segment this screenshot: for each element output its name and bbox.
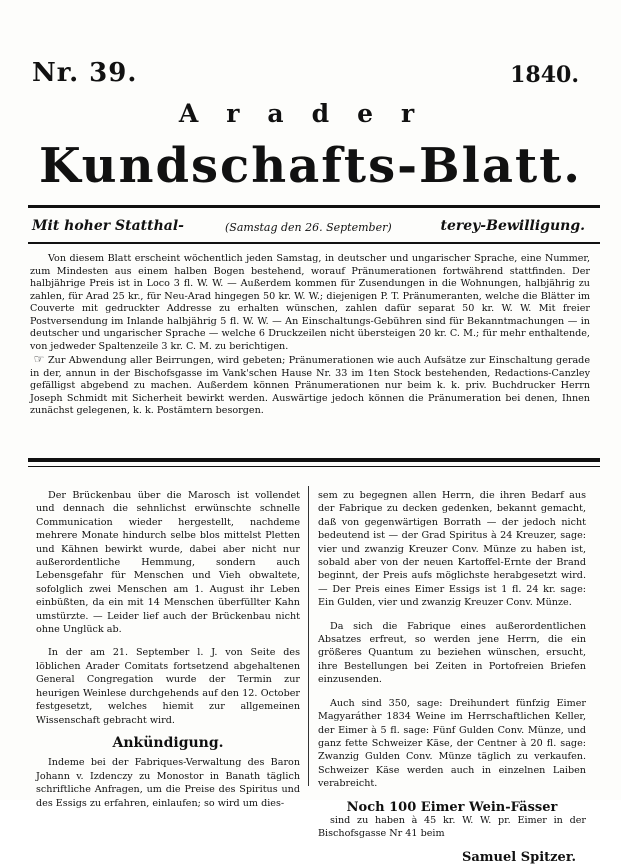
announcement-heading: Ankündigung.	[112, 734, 224, 751]
authority-right: terey-Bewilligung.	[440, 218, 585, 234]
announcement-continued: sem zu begegnen allen Herrn, die ihren Bedarf aus der Fabrique zu decken gedenken, bekannt gemacht, daß von gegenwärtigen Borrath — der jedoch nicht bedeutend ist — der Grad Spiritus à 24 Kreuzer, sage: vier und zwanzig Kreuzer Conv. Münze zu haben ist, sobald aber von der neuen Kartoffel-Ernte der Brand beginnt, der Preis aufs möglichste herabgesetzt wird. — Der Preis eines Eimer Essigs ist 1 fl. 24 kr. sage: Ein Gulden, vier und zwanzig Kreuzer Conv. Münze.	[318, 490, 586, 609]
issue-number: Nr. 39.	[32, 58, 138, 88]
masthead-city: Arader	[178, 99, 443, 128]
masthead-title: Kundschafts-Blatt.	[39, 138, 582, 194]
announcement-orders: Da sich die Fabrique eines außerordentlichen Absatzes erfreut, so werden jene Herrn, die ein größeres Quantum zu beziehen wünschen, ersucht, ihre Bestellungen bei Zeiten in Portofreien Briefen einzusenden.	[318, 620, 586, 686]
issue-year: 1840.	[510, 62, 579, 88]
notice-paragraph	[30, 353, 590, 418]
ad-heading: Noch 100 Eimer Wein-Fässer	[346, 799, 558, 815]
announcement-wine-cheese: Auch sind 350, sage: Dreihundert fünfzig Eimer Magyaráther 1834 Weine im Herrschaftlichen Keller, der Eimer à 5 fl. sage: Fünf Gulden Conv. Münze, und ganz fette Schweizer Käse, der Centner à 20 fl. sage: Zwanzig Gulden Conv. Münze täglich zu verkaufen. Schweizer Käse werden auch in einzelnen Laiben verabreicht.	[318, 697, 586, 790]
article-vintage: In der am 21. September l. J. von Seite des löblichen Arader Comitats fortsetzend abgehaltenen General Congregation wurde der Termin zur heurigen Weinlese durchgehends auf den 12. October festgesetzt, welches hiemit zur allgemeinen Wissenschaft gebracht wird.	[36, 647, 300, 726]
subscription-notice	[30, 253, 590, 418]
notice-paragraph: Von diesem Blatt erscheint wöchentlich jeden Samstag, in deutscher und ungarischer Sprache, eine Nummer, zum Mindesten aus einem halben Bogen bestehend, worauf Pränumerationen fortwährend stattfinden. Der halbjährige Preis ist in Loco 3 fl. W. W. — Außerdem kommen für Zusendungen in die Wohnungen, halbjährig zu zahlen, für Arad 25 kr., für Neu-Arad hingegen 50 kr. W. W.; diejenigen P. T. Pränumeranten, welche die Blätter im Couverte mit gedruckter Addresse zu erhalten wünschen, zahlen dafür separat 50 kr. W. W. Mit freier Postversendung im Inlande halbjährig 5 fl. W. W. — An Einschaltungs-Gebühren sind für Bekanntmachungen — in deutscher und ungarischer Sprache — welche 6 Druckzeilen nicht übersteigen 20 kr. C. M.; für mehr enthaltende, von jedweder Spaltenzeile 3 kr. C. M. zu berichtigen.	[30, 253, 590, 352]
authority-left: Mit hoher Statthal-	[32, 218, 184, 234]
section-rule-thin	[28, 466, 600, 467]
authority-rule	[28, 242, 600, 244]
issue-date: (Samstag den 26. September)	[225, 221, 392, 234]
column-divider	[308, 486, 309, 786]
left-column	[36, 489, 300, 820]
announcement-text: Indeme bei der Fabriques-Verwaltung des Baron Johann v. Izdenczy zu Monostor in Banath täglich schriftliche Anfragen, um die Preise des Spiritus und des Essigs zu erfahren, einlaufen; so wird um dies-	[36, 757, 300, 809]
ad-text: sind zu haben à 45 kr. W. W. pr. Eimer in der Bischofsgasse Nr 41 beim	[318, 814, 586, 840]
ad-signature: Samuel Spitzer.	[461, 849, 576, 865]
right-column	[318, 489, 586, 864]
section-rule-thick	[28, 458, 600, 462]
notice-paragraph-text: Zur Abwendung aller Beirrungen, wird gebeten; Pränumerationen wie auch Aufsätze zur Einschaltung gerade in der, annun in der Bischofsgasse im Vank'schen Hause Nr. 33 im 1ten Stock bestehenden, Redactions-Canzley gefälligst abgebend zu machen. Außerdem können Pränumerationen nur beim k. k. priv. Buchdrucker Herrn Joseph Schmidt mit Sicherheit bewirkt werden. Auswärtige jedoch können die Pränumeration bei denen, Ihnen zunächst gelegenen, k. k. Postämtern besorgen.	[30, 355, 590, 416]
masthead-rule	[28, 205, 600, 208]
pointing-hand-icon: ☞	[33, 352, 45, 366]
article-bridge: Der Brückenbau über die Marosch ist vollendet und dennach die sehnlichst erwünschte schnelle Communication wieder hergestellt, nachdeme mehrere Monate hindurch selbe blos mittelst Pletten und Kähnen bewirkt wurde, dabei aber nicht nur außerordentliche Hemmung, sondern auch Lebensgefahr für Menschen und Vieh obwaltete, sofolglich zwei Menschen am 1. August ihr Leben einbüßten, da ein mit 14 Menschen überfüllter Kahn umstürzte. — Leider lief auch der Brückenbau nicht ohne Unglück ab.	[36, 490, 300, 636]
